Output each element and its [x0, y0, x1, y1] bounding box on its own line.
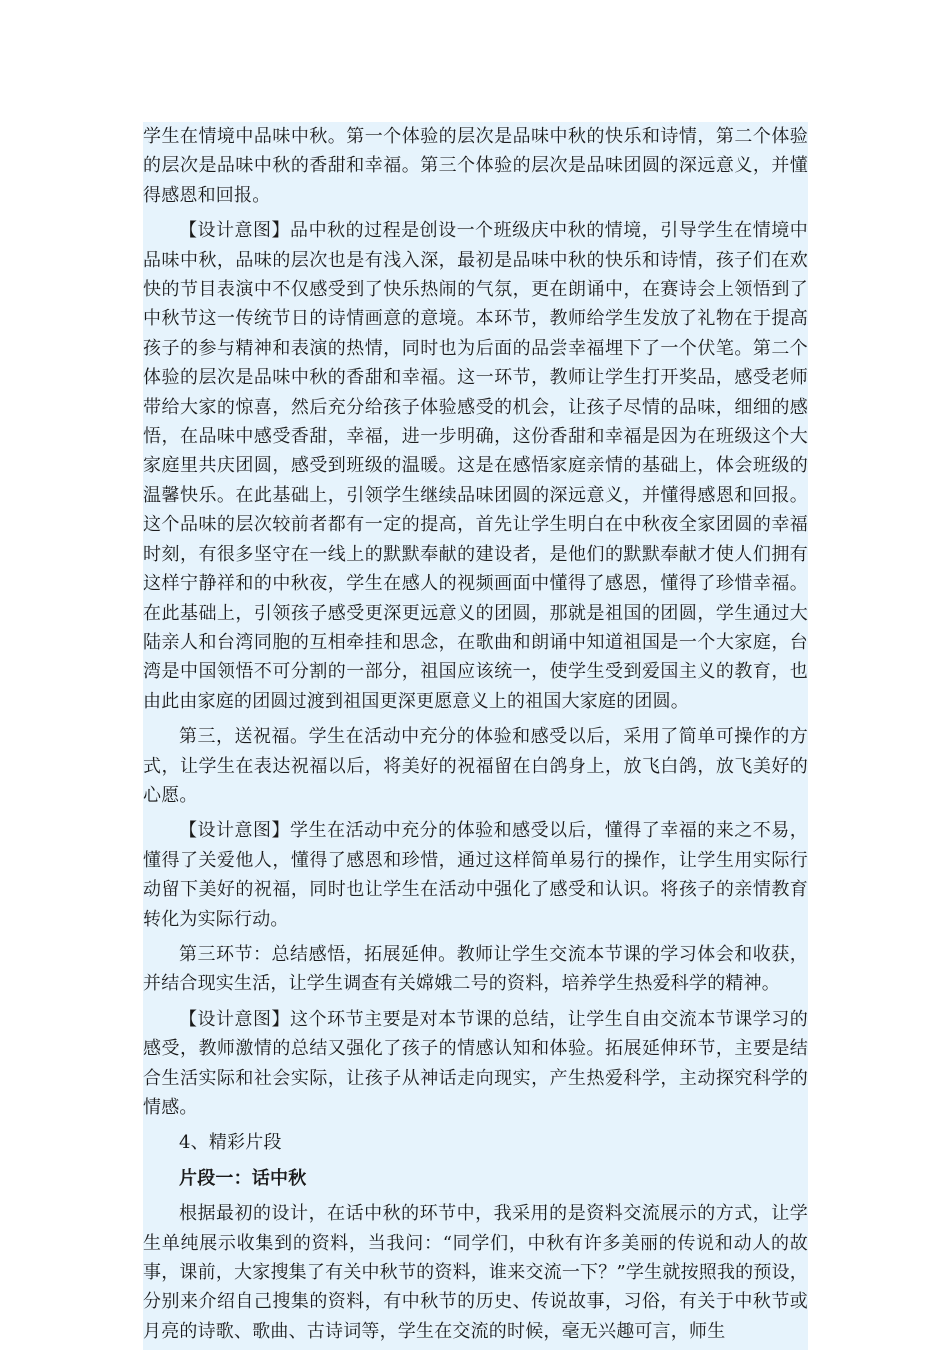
fragment-heading: 片段一：话中秋 — [179, 1167, 307, 1189]
paragraph-continuation: 学生在情境中品味中秋。第一个体验的层次是品味中秋的快乐和诗情，第二个体验的层次是品味中秋的香甜和幸福。第三个体验的层次是品味团圆的深远意义，并懂得感恩和回报。 — [143, 126, 808, 206]
paragraph-design-intent-3: 【设计意图】这个环节主要是对本节课的总结，让学生自由交流本节课学习的感受，教师激情的总结又强化了孩子的情感认知和体验。拓展延伸环节，主要是结合生活实际和社会实际，让孩子从神话走向现实，产生热爱科学，主动探究科学的情感。 — [143, 1008, 808, 1118]
paragraph-send-blessing: 第三，送祝福。学生在活动中充分的体验和感受以后，采用了简单可操作的方式，让学生在表达祝福以后，将美好的祝福留在白鸽身上，放飞白鸽，放飞美好的心愿。 — [143, 726, 808, 806]
paragraph-third-step: 第三环节：总结感悟，拓展延伸。教师让学生交流本节课的学习体会和收获，并结合现实生活，让学生调查有关嫦娥二号的资料，培养学生热爱科学的精神。 — [143, 943, 808, 995]
paragraph-design-intent-1: 【设计意图】品中秋的过程是创设一个班级庆中秋的情境，引导学生在情境中品味中秋，品味的层次也是有浅入深，最初是品味中秋的快乐和诗情，孩子们在欢快的节目表演中不仅感受到了快乐热闹的气氛，更在朗诵中，在赛诗会上领悟到了中秋节这一传统节日的诗情画意的意境。本环节，教师给学生发放了礼物在于提高孩子的参与精神和表演的热情，同时也为后面的品尝幸福埋下了一个伏笔。第二个体验的层次是品味中秋的香甜和幸福。这一环节，教师让学生打开奖品，感受老师带给大家的惊喜，然后充分给孩子体验感受的机会，让孩子尽情的品味，细细的感悟，在品味中感受香甜，幸福，进一步明确，这份香甜和幸福是因为在班级这个大家庭里共庆团圆，感受到班级的温暖。这是在感悟家庭亲情的基础上，体会班级的温馨快乐。在此基础上，引领学生继续品味团圆的深远意义，并懂得感恩和回报。这个品味的层次较前者都有一定的提高，首先让学生明白在中秋夜全家团圆的幸福时刻，有很多坚守在一线上的默默奉献的建设者，是他们的默默奉献才使人们拥有这样宁静祥和的中秋夜，学生在感人的视频画面中懂得了感恩，懂得了珍惜幸福。在此基础上，引领孩子感受更深更远意义的团圆，那就是祖国的团圆，学生通过大陆亲人和台湾同胞的互相牵挂和思念，在歌曲和朗诵中知道祖国是一个大家庭，台湾是中国领悟不可分割的一部分，祖国应该统一，使学生受到爱国主义的教育，也由此由家庭的团圆过渡到祖国更深更愿意义上的祖国大家庭的团圆。 — [143, 220, 808, 712]
paragraph-fragment-one: 根据最初的设计，在话中秋的环节中，我采用的是资料交流展示的方式，让学生单纯展示收集到的资料，当我问：“同学们，中秋有许多美丽的传说和动人的故事，课前，大家搜集了有关中秋节的资料，谁来交流一下？”学生就按照我的预设，分别来介绍自己搜集的资料，有中秋节的历史、传说故事，习俗，有关于中秋节或月亮的诗歌、歌曲、古诗词等，学生在交流的时候，毫无兴趣可言，师生 — [143, 1203, 808, 1342]
paragraph-design-intent-2: 【设计意图】学生在活动中充分的体验和感受以后，懂得了幸福的来之不易，懂得了关爱他人，懂得了感恩和珍惜，通过这样简单易行的操作，让学生用实际行动留下美好的祝福，同时也让学生在活动中强化了感受和认识。将孩子的亲情教育转化为实际行动。 — [143, 820, 808, 930]
document-page — [143, 122, 808, 1350]
section-heading-highlights: 4、精彩片段 — [179, 1132, 282, 1154]
